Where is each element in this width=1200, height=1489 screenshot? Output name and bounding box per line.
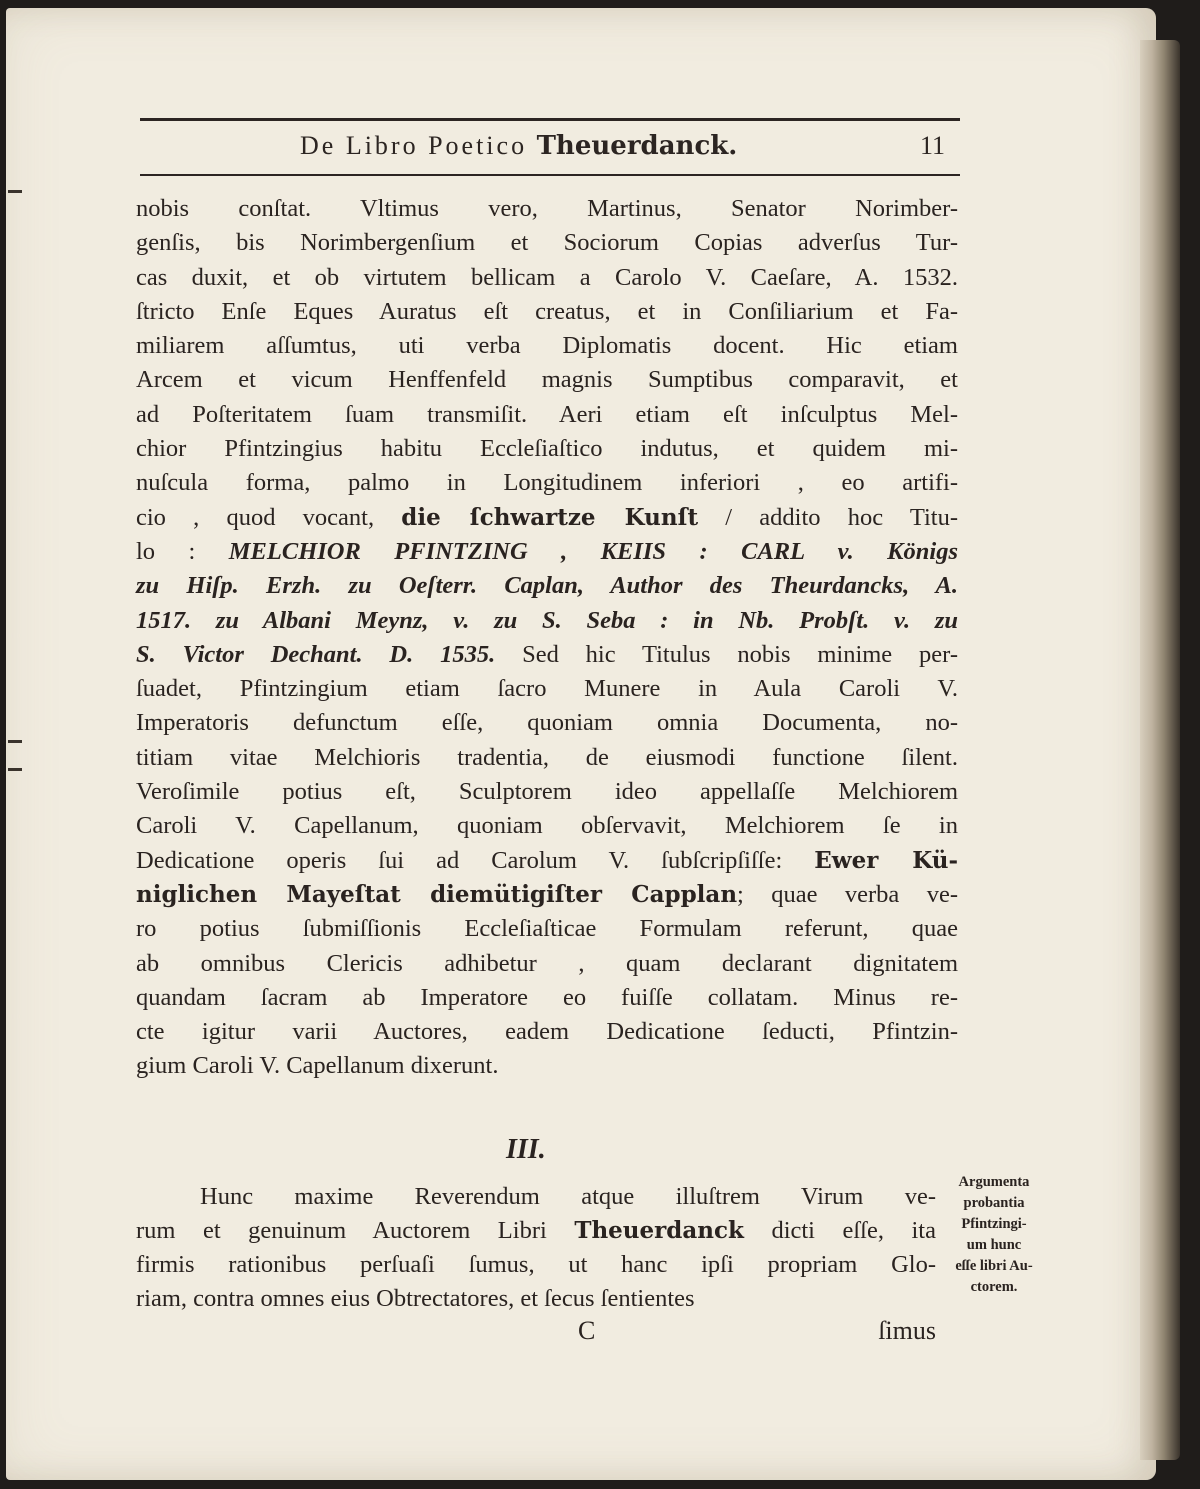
- text-line: [136, 501, 958, 535]
- page-number: 11: [920, 131, 946, 160]
- text-run: cte igitur varii Auctores, eadem Dedicatione ſeducti, Pfintzin-: [136, 1018, 958, 1046]
- text-line: [136, 1180, 936, 1214]
- edge-mark: [8, 190, 22, 193]
- text-run: ſtricto Enſe Eques Auratus eſt creatus, et in Conſiliarium et Fa-: [136, 297, 958, 325]
- text-run: Sed hic Titulus nobis minime per-: [495, 640, 958, 668]
- text-run: Hunc maxime Reverendum atque illuſtrem Virum ve-: [200, 1183, 936, 1210]
- margin-note-line: probantia: [963, 1195, 1025, 1211]
- blackletter-run: Ewer Kü-: [814, 846, 958, 874]
- text-line: [136, 363, 958, 397]
- text-line: [136, 329, 958, 363]
- text-line: [136, 295, 958, 329]
- text-line: [136, 226, 958, 260]
- margin-note-line: ctorem.: [970, 1279, 1018, 1295]
- text-run: Veroſimile potius eſt, Sculptorem ideo appellaſſe Melchiorem: [136, 778, 958, 806]
- text-line: [136, 432, 958, 466]
- text-run: genſis, bis Norimbergenſium et Sociorum Copias adverſus Tur-: [136, 229, 958, 257]
- text-line: [136, 604, 958, 638]
- blackletter-run: die ſchwartze Kunſt: [401, 503, 699, 531]
- italic-run: 1517. zu Albani Meynz, v. zu S. Seba : in Nb. Probſt. v. zu: [136, 606, 958, 634]
- text-run: titiam vitae Melchioris tradentia, de eiusmodi functione ſilent.: [136, 743, 958, 771]
- text-run: / addito hoc Titu-: [698, 503, 958, 531]
- blackletter-run: niglichen Mayeſtat diemütigiſter Capplan: [136, 880, 738, 908]
- running-title-blackletter: Theuerdanck.: [536, 131, 738, 161]
- running-title-text: De Libro Poetico: [300, 131, 528, 160]
- text-line: [136, 398, 958, 432]
- text-run: chior Pfintzingius habitu Eccleſiaſtico indutus, et quidem mi-: [136, 435, 958, 463]
- text-line: [136, 1049, 958, 1083]
- text-line: [136, 981, 958, 1015]
- margin-note-line: Argumenta: [958, 1174, 1030, 1190]
- text-run: firmis rationibus perſuaſi ſumus, ut hanc ipſi propriam Glo-: [136, 1251, 936, 1278]
- text-run: ad Poſteritatem ſuam transmiſit. Aeri etiam eſt inſculptus Mel-: [136, 400, 958, 428]
- margin-note: [944, 1172, 1044, 1298]
- text-line: [136, 569, 958, 603]
- text-run: ; quae verba ve-: [737, 880, 958, 908]
- text-run: cas duxit, et ob virtutem bellicam a Carolo V. Caeſare, A. 1532.: [136, 263, 958, 291]
- section-heading: III.: [506, 1134, 546, 1165]
- text-line: [136, 261, 958, 295]
- paragraph-1: [136, 192, 958, 1084]
- text-run: nobis conſtat. Vltimus vero, Martinus, Senator Norimber-: [136, 195, 958, 222]
- blackletter-run: Theuerdanck: [574, 1217, 744, 1244]
- text-line: [136, 844, 958, 878]
- text-line: [136, 1248, 936, 1282]
- text-line: [136, 878, 958, 912]
- text-run: Imperatoris defunctum eſſe, quoniam omnia Documenta, no-: [136, 709, 958, 737]
- italic-run: MELCHIOR PFINTZING , KEIIS : CARL v. Königs: [228, 537, 958, 565]
- edge-mark: [8, 768, 22, 771]
- text-line: [136, 638, 958, 672]
- text-line: [136, 809, 958, 843]
- margin-note-line: eſſe libri Au-: [955, 1258, 1033, 1274]
- italic-run: zu Hiſp. Erzh. zu Oeſterr. Caplan, Author des Theurdancks, A.: [136, 572, 958, 600]
- page-edge: [1140, 40, 1180, 1460]
- text-line: [136, 912, 958, 946]
- text-line: [136, 1015, 958, 1049]
- running-title: [300, 131, 737, 161]
- text-run: cio , quod vocant,: [136, 503, 402, 531]
- text-line: [136, 775, 958, 809]
- italic-run: S. Victor Dechant. D. 1535.: [136, 640, 496, 668]
- text-run: gium Caroli V. Capellanum dixerunt.: [136, 1052, 499, 1080]
- text-run: Caroli V. Capellanum, quoniam obſervavit, Melchiorem ſe in: [136, 812, 958, 840]
- text-run: riam, contra omnes eius Obtrectatores, et ſecus ſentientes: [136, 1285, 695, 1312]
- text-run: dicti eſſe, ita: [743, 1217, 936, 1244]
- catchword-row: [136, 1316, 936, 1352]
- running-header: [140, 118, 960, 176]
- signature-mark: C: [578, 1316, 596, 1345]
- text-line: [136, 466, 958, 500]
- edge-mark: [8, 740, 22, 743]
- text-run: ab omnibus Clericis adhibetur , quam declarant dignitatem: [136, 949, 958, 977]
- margin-note-line: Pfintzingi-: [961, 1216, 1027, 1232]
- text-line: [136, 1282, 936, 1316]
- text-line: [136, 192, 958, 226]
- text-line: [136, 706, 958, 740]
- text-run: rum et genuinum Auctorem Libri: [136, 1217, 575, 1244]
- text-run: miliarem aſſumtus, uti verba Diplomatis docent. Hic etiam: [136, 332, 958, 360]
- text-line: [136, 741, 958, 775]
- text-run: Dedicatione operis ſui ad Carolum V. ſubſcripſiſſe:: [136, 846, 815, 874]
- text-run: ſuadet, Pfintzingium etiam ſacro Munere in Aula Caroli V.: [136, 675, 958, 703]
- text-run: Arcem et vicum Henffenfeld magnis Sumptibus comparavit, et: [136, 366, 958, 394]
- text-run: nuſcula forma, palmo in Longitudinem inferiori , eo artifi-: [136, 469, 958, 497]
- text-run: ro potius ſubmiſſionis Eccleſiaſticae Formulam referunt, quae: [136, 915, 958, 943]
- text-run: lo :: [136, 537, 229, 565]
- text-line: [136, 672, 958, 706]
- text-line: [136, 947, 958, 981]
- catchword: ſimus: [878, 1316, 936, 1345]
- paragraph-2: [136, 1180, 936, 1316]
- text-line: [136, 535, 958, 569]
- margin-note-line: um hunc: [966, 1237, 1022, 1253]
- text-run: quandam ſacram ab Imperatore eo fuiſſe collatam. Minus re-: [136, 983, 958, 1011]
- text-line: [136, 1214, 936, 1248]
